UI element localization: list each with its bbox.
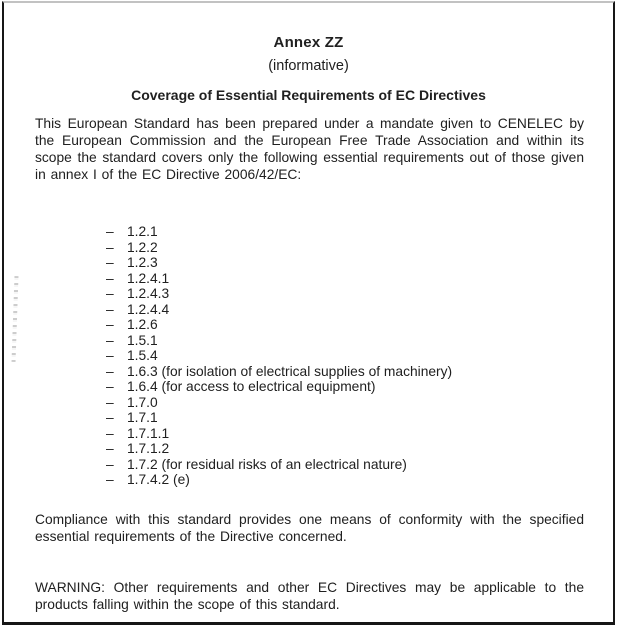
- requirement-item: [106, 457, 613, 473]
- dash-marker: –: [106, 456, 114, 472]
- requirement-label: 1.7.1: [127, 410, 158, 425]
- requirements-list: [106, 224, 613, 488]
- requirement-label: 1.7.2 (for residual risks of an electrical nature): [127, 456, 407, 472]
- compliance-paragraph: Compliance with this standard provides one means of conformity with the specified essential requirements of the Directive concerned.: [35, 511, 584, 544]
- requirement-label: 1.2.2: [127, 239, 158, 255]
- requirement-item: [106, 286, 613, 302]
- requirement-label: 1.2.4.3: [127, 286, 170, 301]
- requirement-item: [106, 317, 613, 333]
- requirement-item: [106, 472, 613, 488]
- requirement-label: 1.2.4.4: [127, 301, 170, 317]
- dash-marker: –: [106, 301, 114, 317]
- dash-marker: –: [106, 255, 114, 270]
- requirement-label: 1.2.4.1: [127, 270, 170, 286]
- requirement-item: [106, 271, 613, 287]
- requirement-label: 1.6.3 (for isolation of electrical supplies of machinery): [127, 363, 453, 379]
- dash-marker: –: [106, 270, 114, 286]
- dash-marker: –: [106, 363, 114, 379]
- dash-marker: –: [106, 239, 114, 255]
- requirement-item: [106, 395, 613, 411]
- requirement-label: 1.7.1.2: [127, 441, 170, 456]
- requirement-label: 1.7.1.1: [127, 425, 170, 441]
- annex-subtitle: (informative): [268, 58, 349, 74]
- requirement-label: 1.7.0: [127, 394, 158, 410]
- dash-marker: –: [106, 348, 114, 363]
- requirement-label: 1.2.6: [127, 317, 158, 332]
- requirement-item: [106, 255, 613, 271]
- requirement-item: [106, 348, 613, 364]
- requirement-item: [106, 379, 613, 395]
- requirement-item: [106, 426, 613, 442]
- requirement-label: 1.5.4: [127, 348, 158, 363]
- requirement-item: [106, 441, 613, 457]
- warning-paragraph: WARNING: Other requirements and other EC Directives may be applicable to the products falling within the scope of this standard.: [35, 579, 584, 612]
- dash-marker: –: [106, 317, 114, 332]
- dash-marker: –: [106, 410, 114, 425]
- requirement-item: [106, 410, 613, 426]
- annex-title: Annex ZZ: [273, 34, 344, 51]
- document-page: [2, 1, 615, 625]
- section-heading: Coverage of Essential Requirements of EC Directives: [131, 87, 486, 103]
- requirement-item: [106, 333, 613, 349]
- dash-marker: –: [106, 332, 114, 348]
- requirement-label: 1.2.3: [127, 255, 158, 270]
- requirement-label: 1.2.1: [127, 224, 158, 239]
- requirement-item: [106, 224, 613, 240]
- requirement-item: [106, 302, 613, 318]
- dash-marker: –: [106, 441, 114, 456]
- requirement-item: [106, 364, 613, 380]
- requirement-item: [106, 240, 613, 256]
- dash-marker: –: [106, 286, 114, 301]
- dash-marker: –: [106, 224, 114, 239]
- dash-marker: –: [106, 425, 114, 441]
- requirement-label: 1.5.1: [127, 332, 158, 348]
- requirement-label: 1.6.4 (for access to electrical equipment): [127, 379, 376, 394]
- dash-marker: –: [106, 472, 114, 487]
- dash-marker: –: [106, 394, 114, 410]
- requirement-label: 1.7.4.2 (e): [127, 472, 190, 487]
- dash-marker: –: [106, 379, 114, 394]
- intro-paragraph: This European Standard has been prepared under a mandate given to CENELEC by the European Commission and the European Free Trade Association and within its scope the standard covers only the following essential requirements out of those given in annex I of the EC Directive 2006/42/EC:: [35, 116, 584, 182]
